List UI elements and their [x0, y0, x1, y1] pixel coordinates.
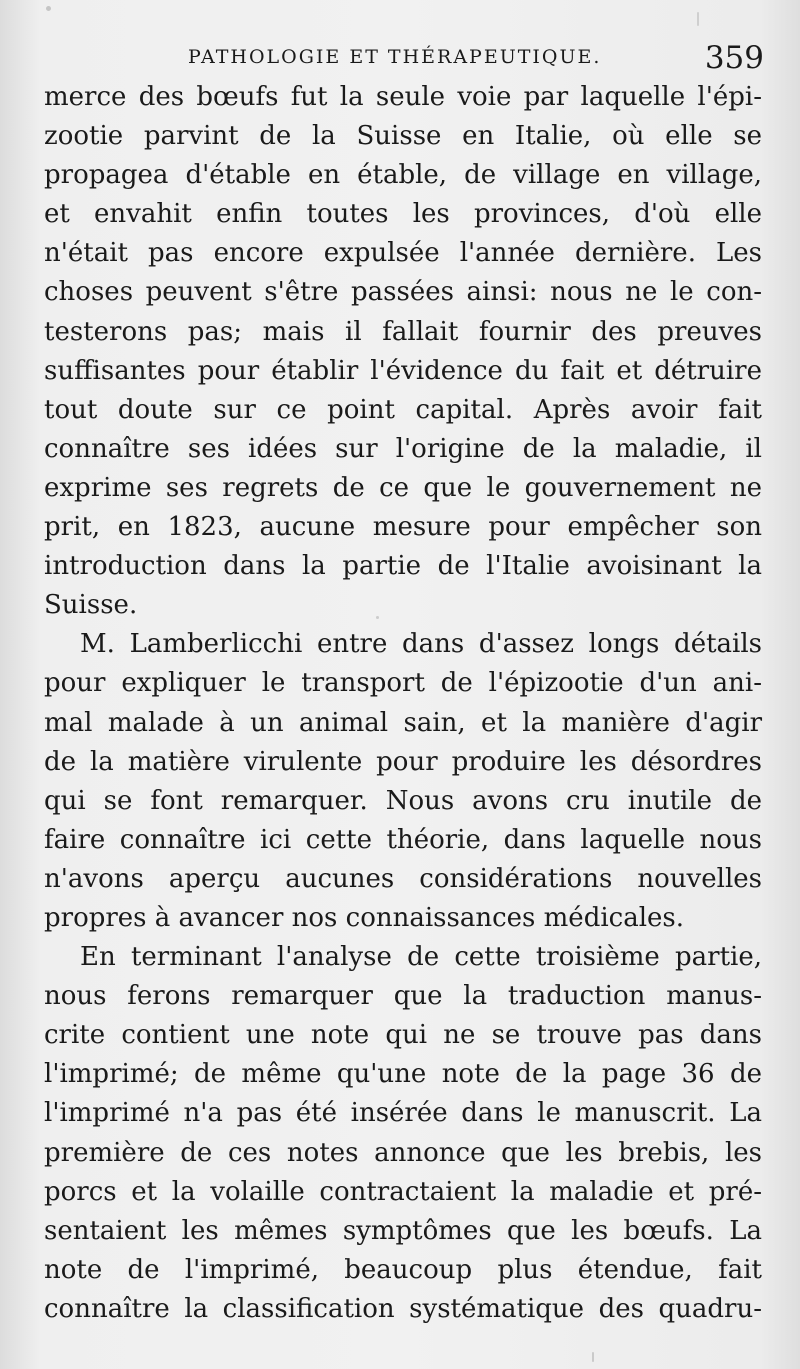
- text-line: n'était pas encore expulsée l'année dernière. Les: [44, 238, 762, 269]
- text-line: connaître la classification systématique des quadru-: [44, 1293, 762, 1324]
- text-line: et envahit enfin toutes les provinces, d'où elle: [44, 199, 762, 230]
- text-line: connaître ses idées sur l'origine de la maladie, il: [44, 433, 762, 464]
- text-line: introduction dans la partie de l'Italie avoisinant la: [44, 551, 762, 582]
- text-line: M. Lamberlicchi entre dans d'assez longs détails: [80, 629, 762, 660]
- text-line: En terminant l'analyse de cette troisième partie,: [80, 942, 762, 973]
- text-line: exprime ses regrets de ce que le gouvernement ne: [44, 472, 762, 503]
- page-header: [0, 38, 800, 78]
- text-line: nous ferons remarquer que la traduction manus-: [44, 981, 762, 1012]
- text-line: mal malade à un animal sain, et la manière d'agir: [44, 707, 762, 738]
- paper-speck: [592, 1352, 594, 1362]
- text-line: de la matière virulente pour produire les désordres: [44, 746, 762, 777]
- text-line: l'imprimé; de même qu'une note de la page 36 de: [44, 1059, 762, 1090]
- body-text: [44, 78, 762, 1329]
- text-line: faire connaître ici cette théorie, dans laquelle nous: [44, 824, 762, 855]
- text-line: choses peuvent s'être passées ainsi: nous ne le con-: [44, 277, 762, 308]
- paper-speck: [376, 616, 379, 619]
- text-line: qui se font remarquer. Nous avons cru inutile de: [44, 785, 762, 816]
- text-line: zootie parvint de la Suisse en Italie, où elle se: [44, 121, 762, 152]
- text-line: première de ces notes annonce que les brebis, les: [44, 1137, 762, 1168]
- text-line: prit, en 1823, aucune mesure pour empêcher son: [44, 512, 762, 543]
- text-line: suffisantes pour établir l'évidence du fait et détruire: [44, 355, 762, 386]
- text-line: sentaient les mêmes symptômes que les bœufs. La: [44, 1215, 762, 1246]
- paper-speck: [46, 6, 51, 11]
- text-line: crite contient une note qui ne se trouve pas dans: [44, 1020, 762, 1051]
- text-line: l'imprimé n'a pas été insérée dans le manuscrit. La: [44, 1098, 762, 1129]
- text-line: tout doute sur ce point capital. Après avoir fait: [44, 394, 762, 425]
- text-line: propagea d'étable en étable, de village en village,: [44, 160, 762, 191]
- page-number: 359: [704, 40, 764, 76]
- running-title: PATHOLOGIE ET THÉRAPEUTIQUE.: [188, 46, 602, 68]
- text-line: porcs et la volaille contractaient la maladie et pré-: [44, 1176, 762, 1207]
- text-line: merce des bœufs fut la seule voie par laquelle l'épi-: [44, 82, 762, 112]
- text-line: Suisse.: [44, 590, 138, 621]
- text-line: note de l'imprimé, beaucoup plus étendue, fait: [44, 1254, 762, 1285]
- text-line: testerons pas; mais il fallait fournir des preuves: [44, 316, 762, 347]
- paper-speck: [697, 12, 699, 26]
- text-line: n'avons aperçu aucunes considérations nouvelles: [44, 863, 762, 894]
- text-line: pour expliquer le transport de l'épizootie d'un ani-: [44, 668, 762, 699]
- text-line: propres à avancer nos connaissances médicales.: [44, 902, 685, 933]
